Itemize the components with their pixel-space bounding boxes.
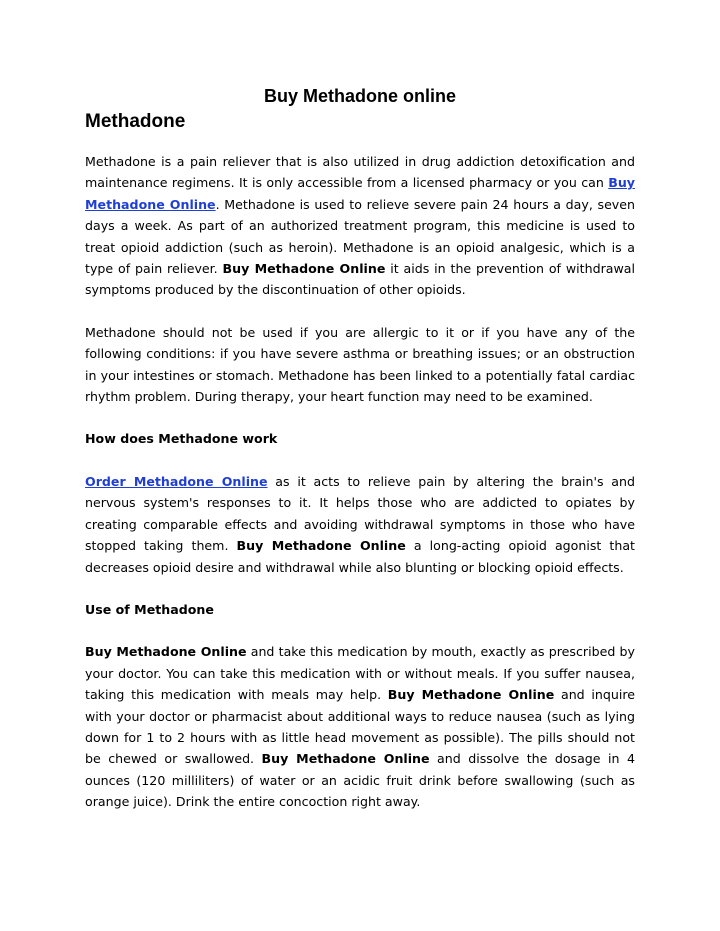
buy-methadone-link[interactable]: Buy Methadone Online (85, 175, 635, 212)
paragraph-warnings: Methadone should not be used if you are allergic to it or if you have any of the following conditions: if you have severe asthma or breathing issues; or an obstruction in your intestines or stomach. Methadone has been linked to a potentially fatal cardiac rhythm problem. During therapy, your heart function may need to be examined. (85, 324, 635, 405)
paragraph-text: Methadone is a pain reliever that is also utilized in drug addiction detoxification and maintenance regimens. It is only accessible from a licensed pharmacy or you can (85, 154, 635, 191)
paragraph-text: . Methadone is used to relieve severe pain 24 hours a day, seven days a week. As part of an authorized treatment program, this medicine is used to treat opioid addiction (such as heroin). Methadone is an opioid analgesic, which is a type of pain reliever. (85, 196, 635, 277)
subheading-how-it-works: How does Methadone work (85, 431, 278, 447)
document-title: Buy Methadone online (263, 86, 456, 106)
section-heading: Methadone (85, 111, 186, 132)
bold-phrase: Buy Methadone Online (387, 687, 555, 703)
paragraph-text: and inquire with your doctor or pharmacist about additional ways to reduce nausea (such as lying down for 1 to 2 hours with as little head movement as possible). The pills should not be chewed or swallowed. (85, 687, 635, 767)
bold-phrase: Buy Methadone Online (261, 751, 430, 767)
bold-phrase: Buy Methadone Online (85, 644, 247, 660)
bold-phrase: Buy Methadone Online (236, 538, 406, 554)
document-page (85, 83, 635, 813)
paragraph-text: and take this medication by mouth, exactly as prescribed by your doctor. You can take this medication with or without meals. If you suffer nausea, taking this medication with meals may help. (85, 644, 635, 703)
paragraph-intro (85, 151, 635, 301)
paragraph-text: and dissolve the dosage in 4 ounces (120 milliliters) of water or an acidic fruit drink before swallowing (such as orange juice). Drink the entire concoction right away. (85, 751, 635, 810)
paragraph-text: it aids in the prevention of withdrawal symptoms produced by the discontinuation of other opioids. (85, 261, 635, 298)
paragraph-how-it-works (85, 471, 635, 578)
paragraph-text: as it acts to relieve pain by altering the brain's and nervous system's responses to it. It helps those who are addicted to opiates by creating comparable effects and avoiding withdrawal symptoms in those who have stopped taking them. (85, 473, 635, 554)
paragraph-text: a long-acting opioid agonist that decreases opioid desire and withdrawal while also blunting or blocking opioid effects. (85, 538, 635, 575)
paragraph-use (85, 641, 635, 812)
bold-phrase: Buy Methadone Online (222, 261, 386, 277)
subheading-use: Use of Methadone (85, 601, 214, 617)
order-methadone-link[interactable]: Order Methadone Online (85, 473, 268, 489)
